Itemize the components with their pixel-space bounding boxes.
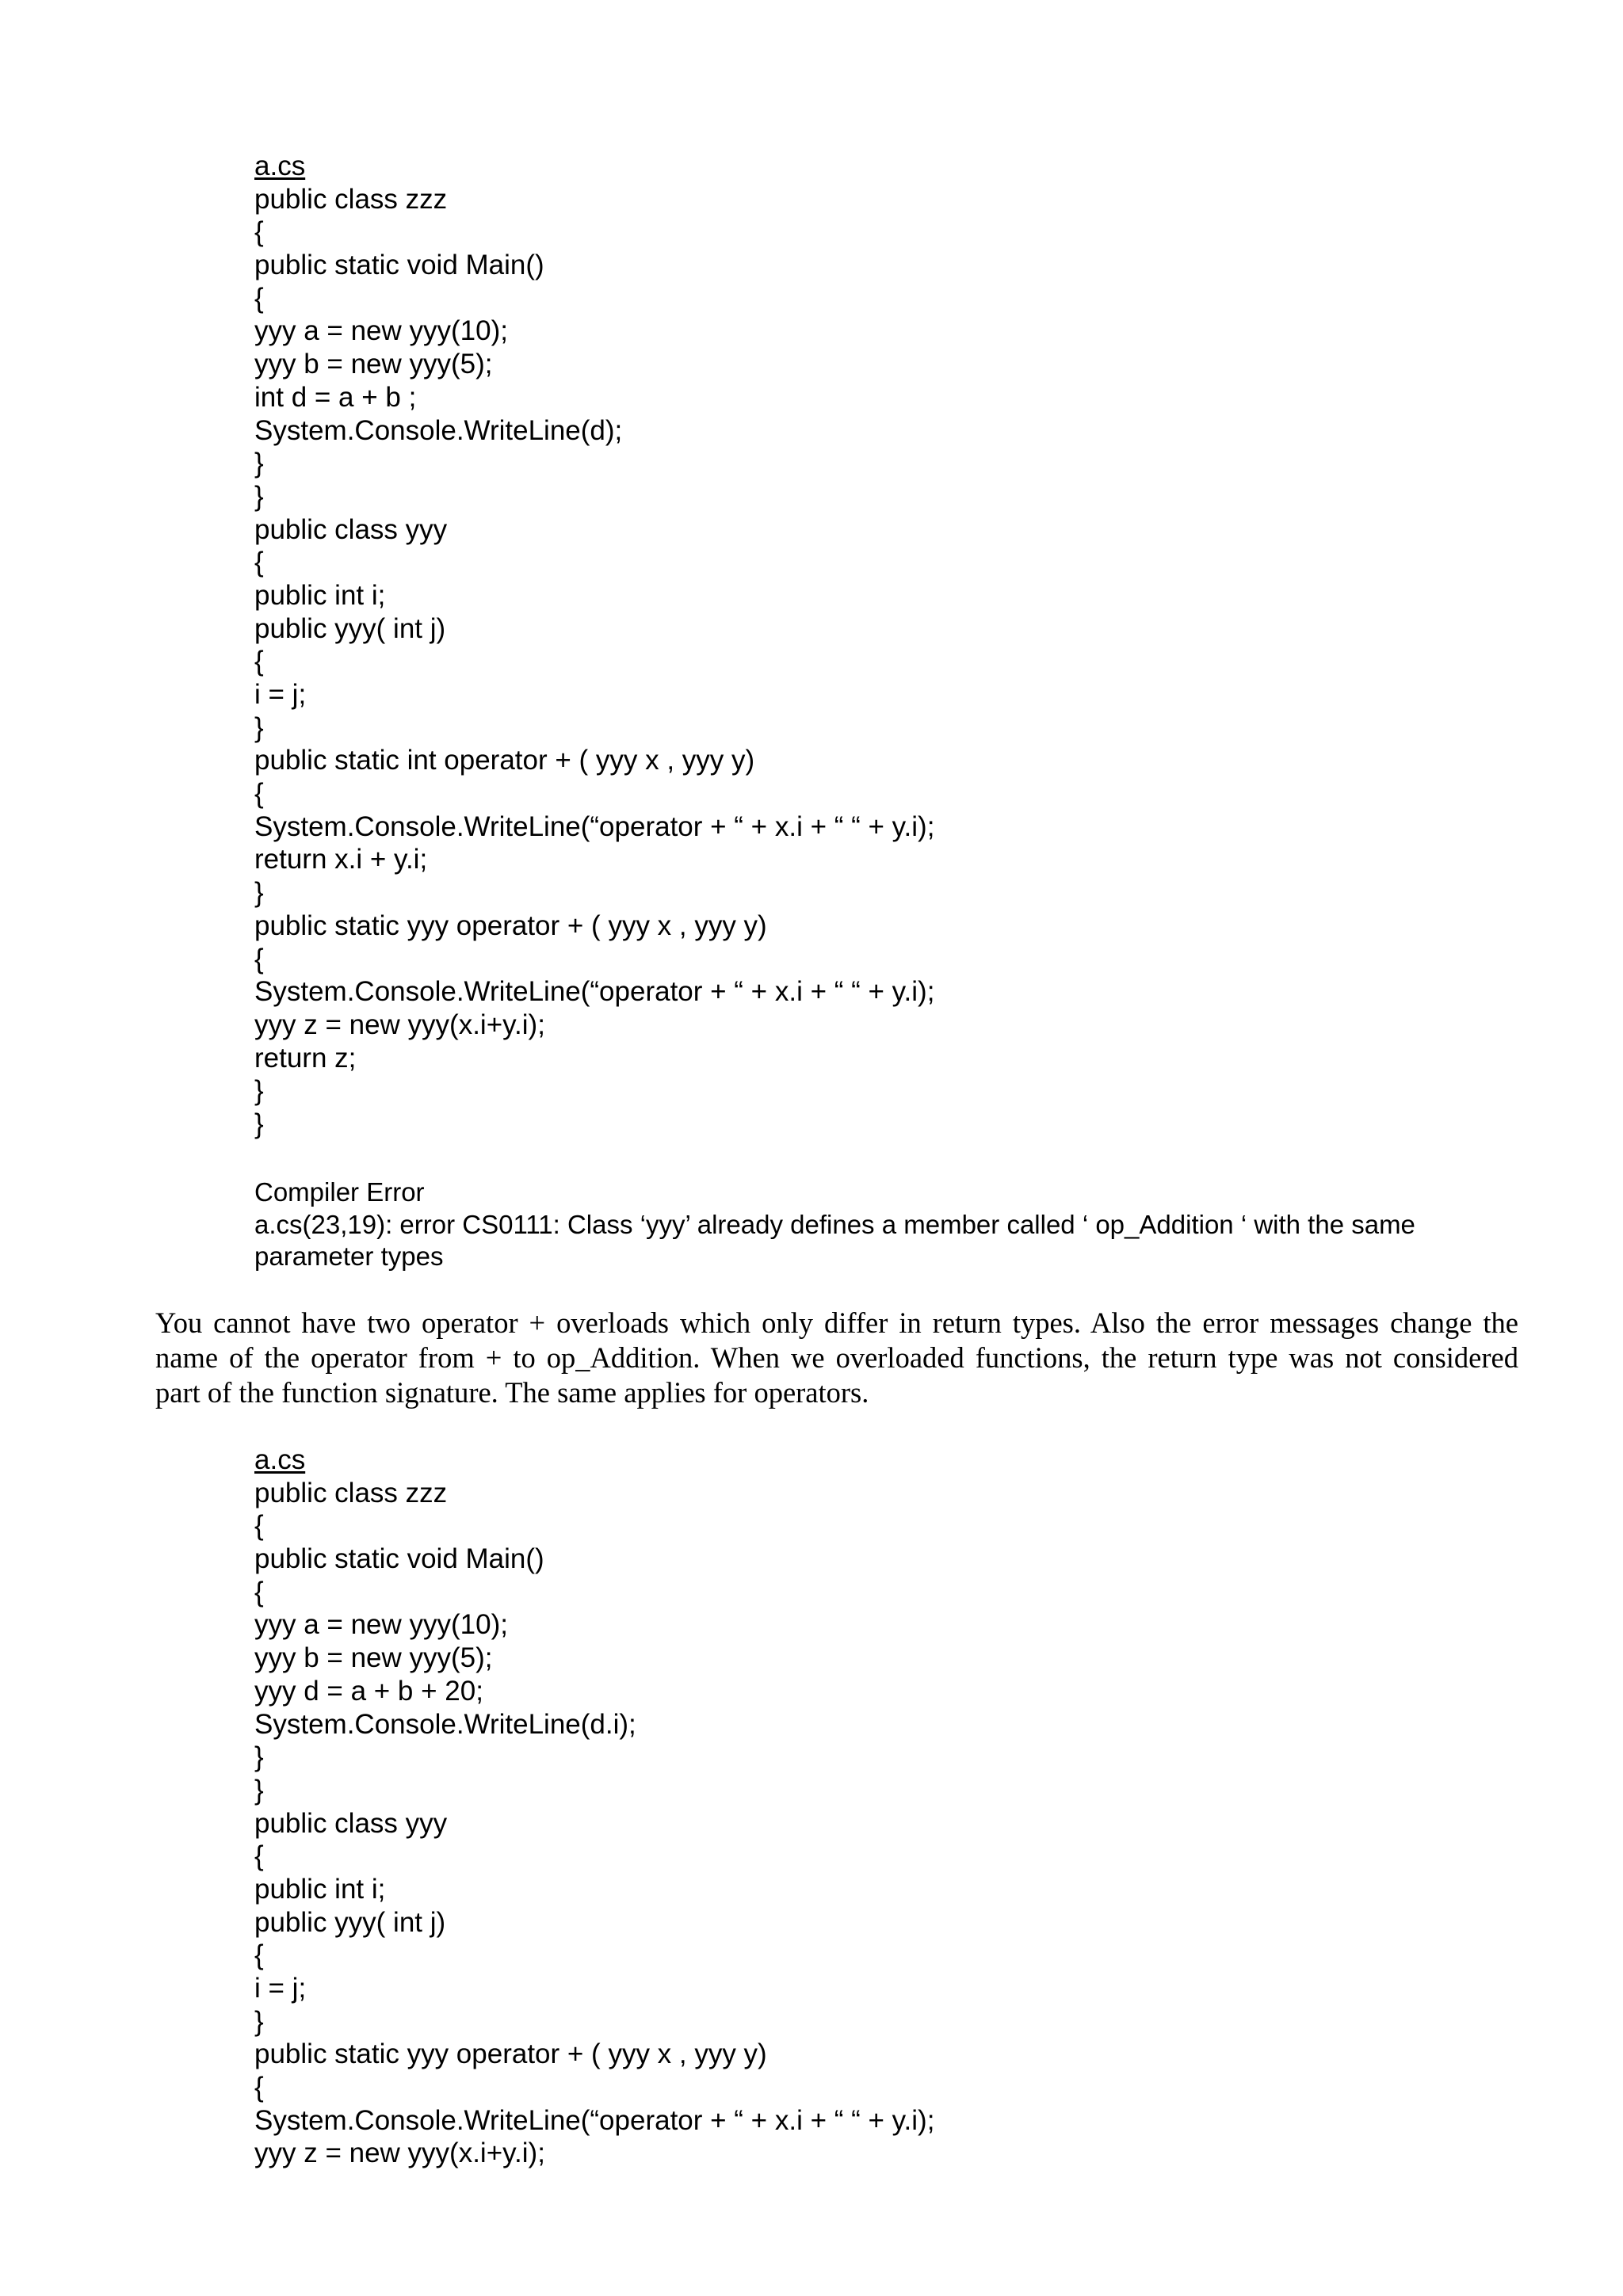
code-line: int d = a + b ; (254, 381, 417, 413)
code-line: { (254, 646, 264, 677)
code-line: System.Console.WriteLine(“operator + “ + x.i + “ “ + y.i); (254, 976, 935, 1008)
paragraph-line: name of the operator from + to op_Addition. When we overloaded functions, the return type was not considered (155, 1341, 1518, 1374)
code-line: } (254, 2005, 264, 2037)
explanation-paragraph (155, 1306, 1518, 1410)
code-line: { (254, 778, 264, 810)
code-listing-1 (254, 150, 934, 1141)
compiler-error-message-continued: parameter types (254, 1241, 444, 1271)
code-line: yyy z = new yyy(x.i+y.i); (254, 2138, 545, 2169)
code-line: { (254, 1510, 264, 1542)
code-line: } (254, 1108, 264, 1139)
code-filename: a.cs (254, 151, 306, 181)
code-filename: a.cs (254, 1444, 306, 1475)
code-line: } (254, 711, 264, 743)
code-line: yyy d = a + b + 20; (254, 1675, 483, 1707)
code-line: { (254, 1840, 264, 1872)
code-line: return z; (254, 1042, 357, 1074)
code-line: yyy b = new yyy(5); (254, 1642, 493, 1674)
code-line: public yyy( int j) (254, 1906, 446, 1938)
code-line: public yyy( int j) (254, 612, 446, 644)
code-line: { (254, 943, 264, 974)
code-line: public static int operator + ( yyy x , yyy y) (254, 745, 755, 776)
code-line: public class yyy (254, 513, 448, 545)
code-line: } (254, 1774, 264, 1806)
code-line: System.Console.WriteLine(“operator + “ + x.i + “ “ + y.i); (254, 2104, 935, 2136)
compiler-error (254, 1177, 1491, 1273)
code-line: public static yyy operator + ( yyy x , yyy y) (254, 910, 767, 941)
paragraph-line: You cannot have two operator + overloads which only differ in return types. Also the error messages change the (155, 1306, 1518, 1339)
code-line: public static void Main() (254, 250, 544, 281)
code-line: } (254, 1741, 264, 1773)
code-line: { (254, 2072, 264, 2103)
code-line: yyy a = new yyy(10); (254, 1609, 508, 1641)
code-line: { (254, 282, 264, 314)
code-line: i = j; (254, 1973, 307, 2004)
code-line: } (254, 1075, 264, 1107)
code-listing-2 (254, 1444, 934, 2170)
paragraph-line: part of the function signature. The same applies for operators. (155, 1376, 869, 1409)
code-line: yyy a = new yyy(10); (254, 315, 508, 347)
code-line: return x.i + y.i; (254, 844, 428, 875)
code-line: } (254, 480, 264, 512)
code-line: i = j; (254, 679, 307, 710)
compiler-error-message: a.cs(23,19): error CS0111: Class ‘yyy’ already defines a member called ‘ op_Addition ‘ with the same (254, 1209, 1415, 1239)
code-line: { (254, 547, 264, 578)
code-line: public static void Main() (254, 1543, 544, 1575)
code-line: public class zzz (254, 1477, 448, 1508)
code-line: yyy b = new yyy(5); (254, 349, 493, 380)
code-line: { (254, 216, 264, 248)
code-line: public int i; (254, 1873, 386, 1905)
code-line: public class yyy (254, 1807, 448, 1839)
code-line: System.Console.WriteLine(d); (254, 414, 623, 446)
code-line: yyy z = new yyy(x.i+y.i); (254, 1009, 545, 1040)
code-line: } (254, 877, 264, 909)
code-line: } (254, 448, 264, 479)
code-line: { (254, 1939, 264, 1971)
code-line: public class zzz (254, 183, 448, 215)
compiler-error-heading: Compiler Error (254, 1177, 425, 1207)
code-line: public int i; (254, 579, 386, 611)
code-line: System.Console.WriteLine(“operator + “ + x.i + “ “ + y.i); (254, 810, 935, 842)
code-line: System.Console.WriteLine(d.i); (254, 1708, 636, 1740)
code-line: public static yyy operator + ( yyy x , yyy y) (254, 2039, 767, 2070)
code-line: { (254, 1576, 264, 1608)
